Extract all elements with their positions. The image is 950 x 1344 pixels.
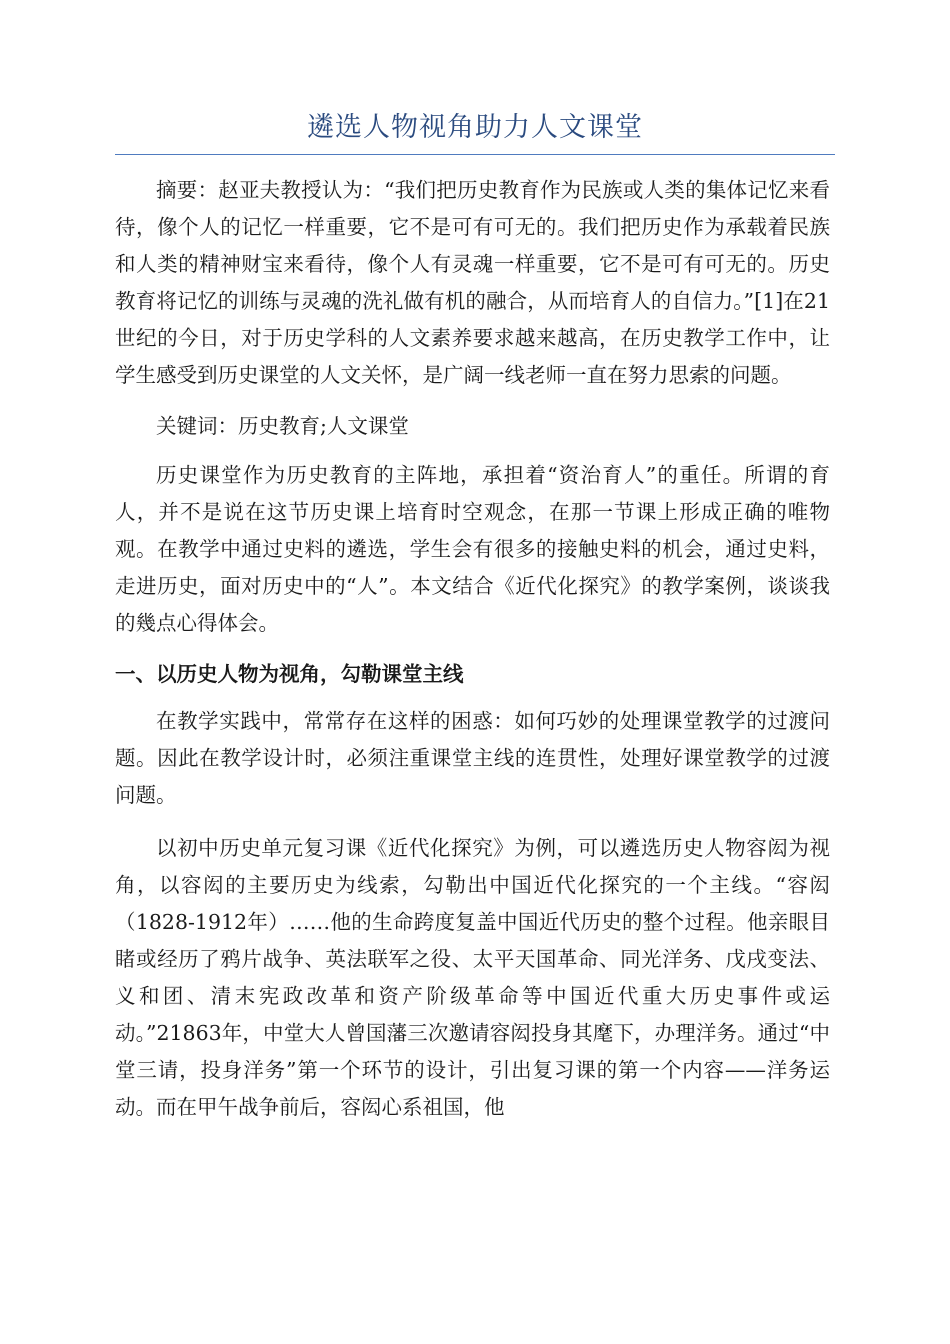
section-paragraph: 在教学实践中，常常存在这样的困惑：如何巧妙的处理课堂教学的过渡问题。因此在教学设计时，必须注重课堂主线的连贯性，处理好课堂教学的过渡问题。 [115, 709, 830, 807]
intro-paragraph: 历史课堂作为历史教育的主阵地，承担着“资治育人”的重任。所谓的育人，并不是说在这节历史课上培育时空观念，在那一节课上形成正确的唯物观。在教学中通过史料的遴选，学生会有很多的接触史料的机会，通过史料，走进历史，面对历史中的“人”。本文结合《近代化探究》的教学案例，谈谈我的幾点心得体会。 [115, 463, 830, 635]
document-title: 遴选人物视角助力人文课堂 [307, 112, 643, 143]
title-underline [115, 154, 835, 155]
section-heading: 一、以历史人物为视角，勾勒课堂主线 [115, 662, 464, 686]
document-body [115, 172, 830, 1126]
abstract-paragraph: 摘要：赵亚夫教授认为：“我们把历史教育作为民族或人类的集体记忆来看待，像个人的记忆一样重要，它不是可有可无的。我们把历史作为承载着民族和人类的精神财宝来看待，像个人有灵魂一样重要，它不是可有可无的。历史教育将记忆的训练与灵魂的洗礼做有机的融合，从而培育人的自信力。”[1]在21世纪的今日，对于历史学科的人文素养要求越来越高，在历史教学工作中，让学生感受到历史课堂的人文关怀，是广阔一线老师一直在努力思索的问题。 [115, 178, 830, 387]
section-paragraph: 以初中历史单元复习课《近代化探究》为例，可以遴选历史人物容闳为视角，以容闳的主要历史为线索，勾勒出中国近代化探究的一个主线。“容闳（1828-1912年）……他的生命跨度复盖中国近代历史的整个过程。他亲眼目睹或经历了鸦片战争、英法联军之役、太平天国革命、同光洋务、戊戌变法、义和团、清末宪政改革和资产阶级革命等中国近代重大历史事件或运动。”21863年，中堂大人曾国藩三次邀请容闳投身其麾下，办理洋务。通过“中堂三请，投身洋务”第一个环节的设计，引出复习课的第一个内容——洋务运动。而在甲午战争前后，容闳心系祖国，他 [115, 836, 830, 1119]
keywords-paragraph: 关键词：历史教育;人文课堂 [156, 414, 409, 438]
